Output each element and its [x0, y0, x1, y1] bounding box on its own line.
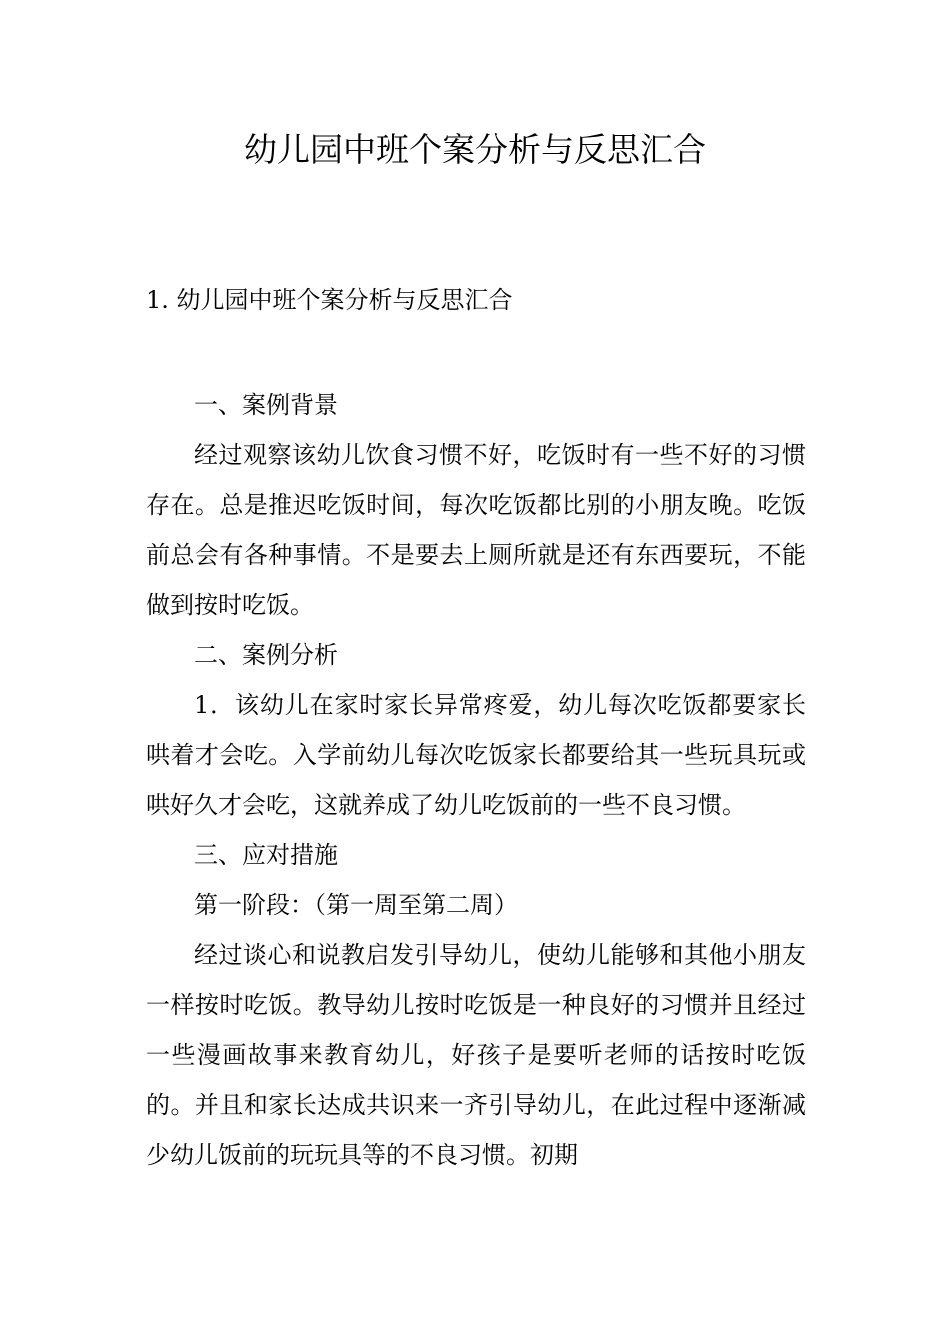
- paragraph-case-analysis: 1．该幼儿在家时家长异常疼爱，幼儿每次吃饭都要家长哄着才会吃。入学前幼儿每次吃饭家长都要给其一些玩具玩或哄好久才会吃，这就养成了幼儿吃饭前的一些不良习惯。: [146, 691, 806, 819]
- heading-case-background: 一、案例背景: [194, 391, 338, 419]
- paragraph-stage-one: 经过谈心和说教启发引导幼儿，使幼儿能够和其他小朋友一样按时吃饭。教导幼儿按时吃饭是一种良好的习惯并且经过一些漫画故事来教育幼儿，好孩子是要听老师的话按时吃饭的。并且和家长达成共识来一齐引导幼儿，在此过程中逐渐减少幼儿饭前的玩玩具等的不良习惯。初期: [146, 941, 806, 1169]
- section-heading: 1. 幼儿园中班个案分析与反思汇合: [146, 286, 513, 314]
- paragraph-case-background: 经过观察该幼儿饮食习惯不好，吃饭时有一些不好的习惯存在。总是推迟吃饭时间，每次吃饭都比别的小朋友晚。吃饭前总会有各种事情。不是要去上厕所就是还有东西要玩，不能做到按时吃饭。: [146, 441, 806, 619]
- heading-measures: 三、应对措施: [194, 841, 338, 869]
- document-title: 幼儿园中班个案分析与反思汇合: [244, 130, 706, 169]
- heading-stage-one: 第一阶段：（第一周至第二周）: [194, 891, 518, 919]
- document-body: [146, 380, 806, 1180]
- heading-case-analysis: 二、案例分析: [194, 641, 338, 669]
